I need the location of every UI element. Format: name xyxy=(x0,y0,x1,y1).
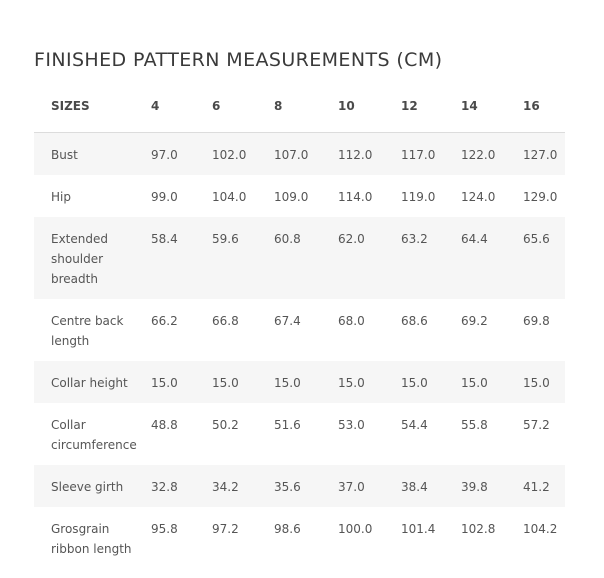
table-row xyxy=(34,507,565,569)
table-cell: 98.6 xyxy=(274,521,301,536)
table-row xyxy=(34,217,565,299)
table-cell: 55.8 xyxy=(461,417,488,432)
column-header-size: 16 xyxy=(523,84,565,132)
table-cell: 57.2 xyxy=(523,417,550,432)
table-cell: 69.2 xyxy=(461,313,488,328)
table-cell: 100.0 xyxy=(338,521,373,536)
table-cell: 119.0 xyxy=(401,189,436,204)
table-cell: 117.0 xyxy=(401,132,461,175)
table-cell: 97.0 xyxy=(151,132,212,175)
table-cell: 68.0 xyxy=(338,313,365,328)
table-cell: 124.0 xyxy=(461,189,496,204)
table-cell: 35.6 xyxy=(274,465,338,507)
row-label: Extended shoulder breadth xyxy=(34,217,151,299)
row-label: Collar height xyxy=(34,361,151,403)
table-row xyxy=(34,465,565,507)
table-cell: 64.4 xyxy=(461,217,523,299)
table-cell: 66.8 xyxy=(212,313,239,328)
table-cell: 15.0 xyxy=(401,361,461,403)
column-header-size: 12 xyxy=(401,84,461,132)
table-cell: 129.0 xyxy=(523,189,558,204)
table-cell: 104.0 xyxy=(212,189,247,204)
table-cell: 58.4 xyxy=(151,217,212,299)
row-label: Bust xyxy=(34,132,151,175)
row-label: Grosgrain ribbon length xyxy=(51,521,132,556)
table-cell: 66.2 xyxy=(151,313,178,328)
column-header-sizes: SIZES xyxy=(34,84,151,132)
column-header-size: 8 xyxy=(274,84,338,132)
table-cell: 15.0 xyxy=(338,361,401,403)
table-cell: 34.2 xyxy=(212,465,274,507)
row-label: Sleeve girth xyxy=(34,465,151,507)
table-cell: 15.0 xyxy=(151,361,212,403)
table-cell: 53.0 xyxy=(338,417,365,432)
table-cell: 54.4 xyxy=(401,417,428,432)
column-header-size: 14 xyxy=(461,84,523,132)
table-cell: 122.0 xyxy=(461,132,523,175)
table-cell: 37.0 xyxy=(338,465,401,507)
table-cell: 109.0 xyxy=(274,189,309,204)
table-cell: 107.0 xyxy=(274,132,338,175)
table-cell: 97.2 xyxy=(212,521,239,536)
table-cell: 15.0 xyxy=(523,361,565,403)
table-header-row xyxy=(34,84,565,132)
table-cell: 112.0 xyxy=(338,132,401,175)
table-row xyxy=(34,175,565,217)
table-cell: 65.6 xyxy=(523,217,565,299)
table-cell: 99.0 xyxy=(151,189,178,204)
table-cell: 68.6 xyxy=(401,313,428,328)
measurements-table-scroll[interactable] xyxy=(34,84,565,568)
page-title: FINISHED PATTERN MEASUREMENTS (CM) xyxy=(34,48,443,71)
table-cell: 51.6 xyxy=(274,417,301,432)
table-cell: 102.0 xyxy=(212,132,274,175)
measurements-table xyxy=(34,84,565,568)
row-label: Collar circumference xyxy=(51,417,137,452)
table-row xyxy=(34,299,565,361)
table-row xyxy=(34,403,565,465)
table-cell: 48.8 xyxy=(151,417,178,432)
table-cell: 62.0 xyxy=(338,217,401,299)
column-header-size: 4 xyxy=(151,84,212,132)
table-cell: 50.2 xyxy=(212,417,239,432)
table-cell: 101.4 xyxy=(401,521,436,536)
table-cell: 102.8 xyxy=(461,521,496,536)
table-row xyxy=(34,361,565,403)
table-cell: 41.2 xyxy=(523,465,565,507)
table-cell: 15.0 xyxy=(274,361,338,403)
table-row xyxy=(34,132,565,175)
table-cell: 15.0 xyxy=(212,361,274,403)
table-cell: 104.2 xyxy=(523,521,558,536)
table-cell: 67.4 xyxy=(274,313,301,328)
column-header-size: 10 xyxy=(338,84,401,132)
row-label: Centre back length xyxy=(51,313,124,348)
table-cell: 114.0 xyxy=(338,189,373,204)
table-cell: 38.4 xyxy=(401,465,461,507)
table-cell: 32.8 xyxy=(151,465,212,507)
table-cell: 59.6 xyxy=(212,217,274,299)
row-label: Hip xyxy=(51,189,71,204)
table-cell: 60.8 xyxy=(274,217,338,299)
table-cell: 69.8 xyxy=(523,313,550,328)
table-cell: 63.2 xyxy=(401,217,461,299)
column-header-size: 6 xyxy=(212,84,274,132)
table-cell: 95.8 xyxy=(151,521,178,536)
table-cell: 15.0 xyxy=(461,361,523,403)
table-cell: 39.8 xyxy=(461,465,523,507)
table-cell: 127.0 xyxy=(523,132,565,175)
